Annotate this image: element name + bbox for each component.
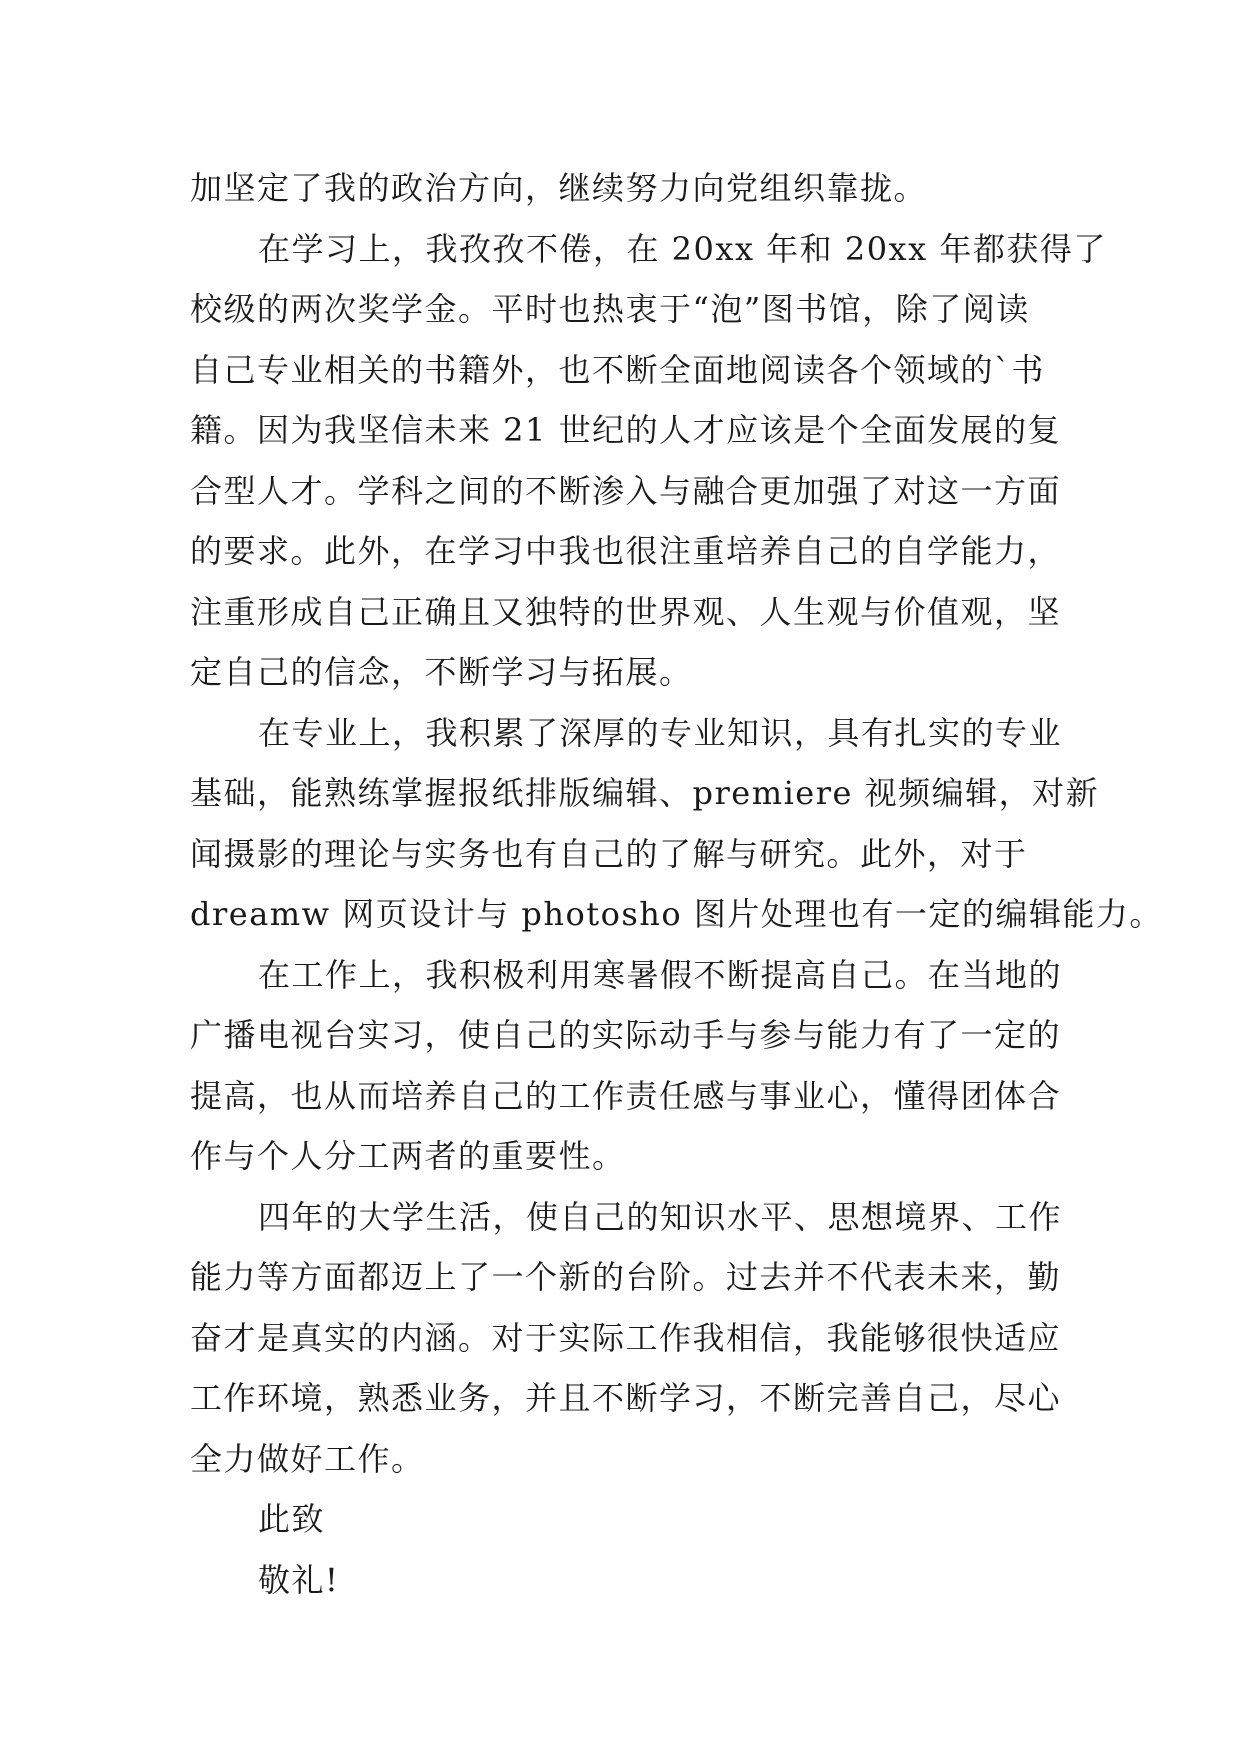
text-line: 广播电视台实习，使自己的实际动手与参与能力有了一定的 [190, 1016, 1062, 1054]
text-line: 工作环境，熟悉业务，并且不断学习，不断完善自己，尽心 [190, 1379, 1062, 1417]
text-line: 作与个人分工两者的重要性。 [190, 1137, 626, 1175]
closing-regards: 敬礼! [258, 1560, 340, 1599]
closing-salutation: 此致 [258, 1500, 326, 1538]
text-line: 在专业上，我积累了深厚的专业知识，具有扎实的专业 [258, 713, 1063, 752]
letter-body [190, 158, 1163, 1610]
text-line: 注重形成自己正确且又独特的世界观、人生观与价值观，坚 [190, 592, 1062, 631]
text-line: 的要求。此外，在学习中我也很注重培养自己的自学能力， [190, 532, 1062, 570]
text-line: 校级的两次奖学金。平时也热衷于“泡”图书馆，除了阅读 [190, 290, 1030, 328]
text-line: 基础，能熟练掌握报纸排版编辑、premiere 视频编辑，对新 [190, 774, 1100, 812]
text-line: 提高，也从而培养自己的工作责任感与事业心，懂得团体合 [190, 1076, 1062, 1115]
text-line: 自己专业相关的书籍外，也不断全面地阅读各个领域的`书 [190, 350, 1046, 389]
text-line: 能力等方面都迈上了一个新的台阶。过去并不代表未来，勤 [190, 1258, 1062, 1296]
text-line: 全力做好工作。 [190, 1439, 425, 1478]
text-line: 在学习上，我孜孜不倦，在 20xx 年和 20xx 年都获得了 [258, 229, 1107, 268]
text-line: 定自己的信念，不断学习与拓展。 [190, 653, 693, 691]
text-line: 在工作上，我积极利用寒暑假不断提高自己。在当地的 [258, 955, 1063, 994]
text-line: 奋才是真实的内涵。对于实际工作我相信，我能够很快适应 [190, 1318, 1062, 1357]
text-line: 四年的大学生活，使自己的知识水平、思想境界、工作 [258, 1197, 1063, 1236]
text-line: 籍。因为我坚信未来 21 世纪的人才应该是个全面发展的复 [190, 411, 1062, 449]
text-line: 闻摄影的理论与实务也有自己的了解与研究。此外，对于 [190, 834, 1028, 873]
text-line: 加坚定了我的政治方向，继续努力向党组织靠拢。 [190, 169, 928, 207]
text-line: 合型人才。学科之间的不断渗入与融合更加强了对这一方面 [190, 471, 1062, 510]
text-line: dreamw 网页设计与 photosho 图片处理也有一定的编辑能力。 [190, 895, 1163, 933]
